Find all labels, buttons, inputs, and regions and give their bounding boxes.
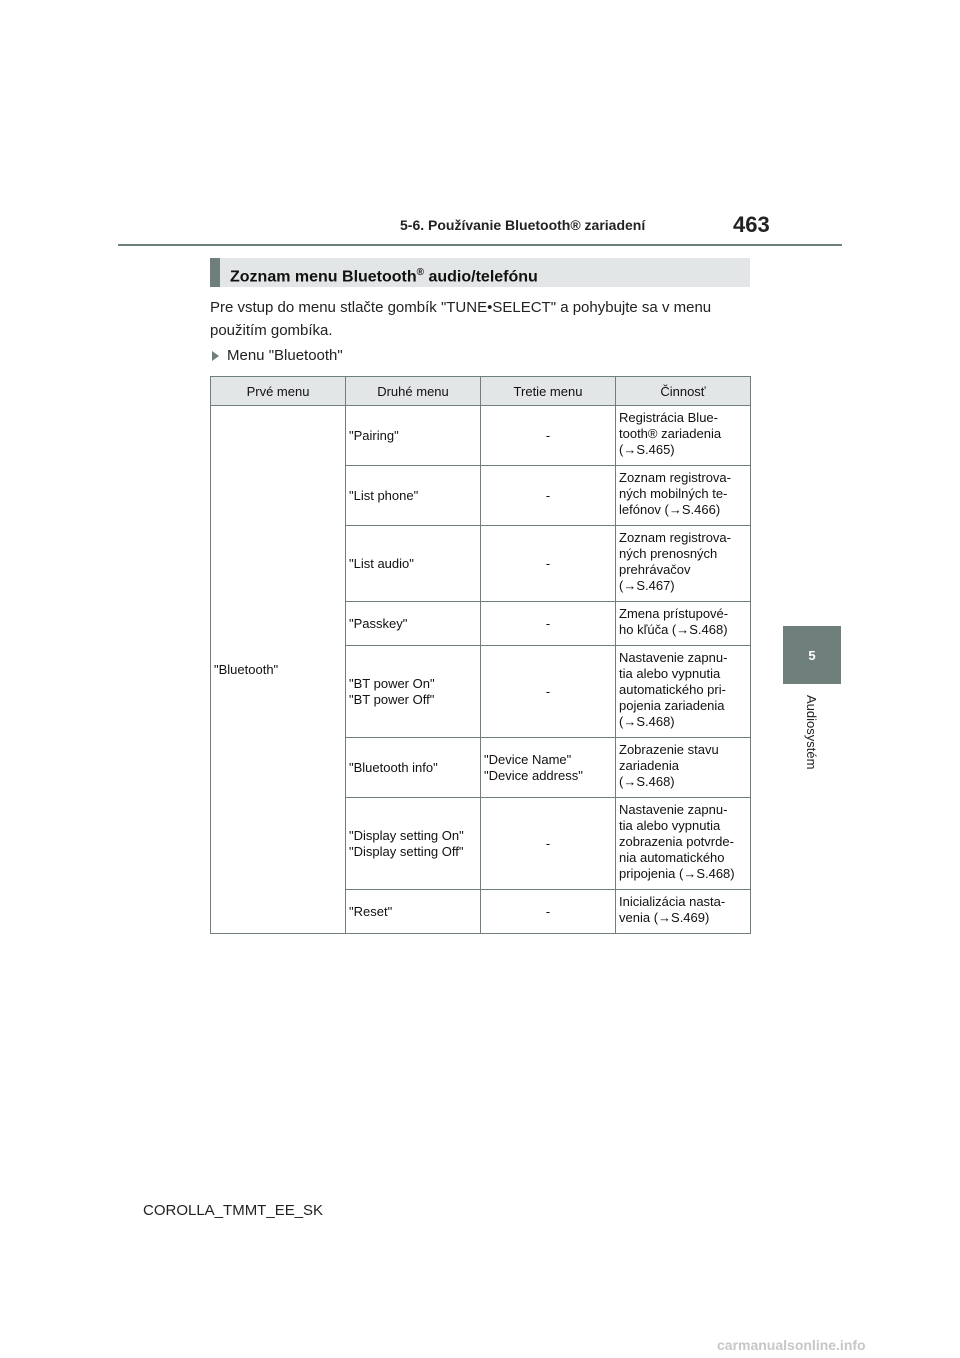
table-body bbox=[211, 406, 751, 934]
third-menu-line: - bbox=[545, 555, 551, 571]
action-line: Zmena prístupové- bbox=[619, 606, 729, 621]
second-menu-cell bbox=[346, 890, 481, 934]
bullet-text: Menu "Bluetooth" bbox=[227, 347, 343, 364]
third-menu-line: - bbox=[545, 487, 551, 503]
heading-text-post: audio/telefónu bbox=[424, 268, 538, 286]
third-menu-line: - bbox=[545, 615, 551, 631]
action-line: (→S.467) bbox=[619, 578, 675, 593]
second-menu-line: "BT power On" bbox=[349, 675, 435, 691]
action-line: pojenia zariadenia bbox=[619, 698, 725, 713]
third-menu-cell bbox=[481, 406, 616, 466]
action-line: Nastavenie zapnu- bbox=[619, 802, 728, 817]
column-header: Druhé menu bbox=[346, 377, 481, 406]
action-cell bbox=[616, 602, 751, 646]
chapter-number: 5 bbox=[808, 647, 816, 663]
heading-registered-mark: ® bbox=[416, 267, 425, 278]
page-number: 463 bbox=[733, 212, 770, 237]
column-header: Prvé menu bbox=[211, 377, 346, 406]
action-line: (→S.468) bbox=[619, 714, 675, 729]
third-menu-cell bbox=[481, 466, 616, 526]
action-line: tia alebo vypnutia bbox=[619, 666, 721, 681]
second-menu-cell bbox=[346, 526, 481, 602]
action-line: Zoznam registrova- bbox=[619, 530, 731, 545]
column-header: Činnosť bbox=[616, 377, 751, 406]
watermark: carmanualsonline.info bbox=[717, 1337, 866, 1353]
action-line: Registrácia Blue- bbox=[619, 410, 718, 425]
bluetooth-menu-table bbox=[210, 376, 751, 934]
action-line: prehrávačov bbox=[619, 562, 691, 577]
second-menu-line: "Reset" bbox=[349, 903, 393, 919]
action-line: (→S.465) bbox=[619, 442, 675, 457]
column-header: Tretie menu bbox=[481, 377, 616, 406]
action-line: automatického pri- bbox=[619, 682, 726, 697]
second-menu-cell bbox=[346, 798, 481, 890]
action-line: tooth® zariadenia bbox=[619, 426, 722, 441]
second-menu-line: "Passkey" bbox=[349, 615, 408, 631]
third-menu-line: - bbox=[545, 427, 551, 443]
second-menu-line: "Display setting Off" bbox=[349, 843, 464, 859]
action-line: tia alebo vypnutia bbox=[619, 818, 721, 833]
second-menu-cell bbox=[346, 738, 481, 798]
second-menu-line: "Pairing" bbox=[349, 427, 399, 443]
second-menu-line: "Display setting On" bbox=[349, 827, 464, 843]
second-menu-cell bbox=[346, 646, 481, 738]
action-line: Nastavenie zapnu- bbox=[619, 650, 728, 665]
table-header-row bbox=[211, 377, 751, 406]
action-line: ných prenosných bbox=[619, 546, 718, 561]
second-menu-line: "Bluetooth info" bbox=[349, 759, 438, 775]
header-divider bbox=[118, 244, 842, 246]
action-cell bbox=[616, 798, 751, 890]
action-line: venia (→S.469) bbox=[619, 910, 710, 925]
action-line: (→S.468) bbox=[619, 774, 675, 789]
action-line: Zobrazenie stavu bbox=[619, 742, 719, 757]
document-code: COROLLA_TMMT_EE_SK bbox=[143, 1202, 324, 1219]
third-menu-line: - bbox=[545, 835, 551, 851]
action-cell bbox=[616, 738, 751, 798]
action-line: lefónov (→S.466) bbox=[619, 502, 721, 517]
third-menu-cell bbox=[481, 890, 616, 934]
section-heading bbox=[210, 258, 750, 287]
second-menu-line: "BT power Off" bbox=[349, 691, 435, 707]
third-menu-line: - bbox=[545, 903, 551, 919]
action-line: zobrazenia potvrde- bbox=[619, 834, 734, 849]
first-menu-cell: "Bluetooth" bbox=[211, 406, 346, 934]
second-menu-cell bbox=[346, 602, 481, 646]
chapter-tab bbox=[783, 626, 841, 684]
action-cell bbox=[616, 646, 751, 738]
action-cell bbox=[616, 890, 751, 934]
bullet-item bbox=[212, 347, 343, 364]
table-row bbox=[211, 406, 751, 466]
action-line: ných mobilných te- bbox=[619, 486, 728, 501]
third-menu-line: - bbox=[545, 683, 551, 699]
third-menu-cell bbox=[481, 738, 616, 798]
action-line: zariadenia bbox=[619, 758, 679, 773]
action-line: pripojenia (→S.468) bbox=[619, 866, 735, 881]
action-cell bbox=[616, 406, 751, 466]
action-cell bbox=[616, 526, 751, 602]
second-menu-line: "List phone" bbox=[349, 487, 419, 503]
third-menu-line: "Device address" bbox=[484, 767, 583, 783]
section-title: 5-6. Používanie Bluetooth® zariadení bbox=[400, 217, 646, 233]
action-cell bbox=[616, 466, 751, 526]
action-line: nia automatického bbox=[619, 850, 725, 865]
third-menu-line: "Device Name" bbox=[484, 751, 572, 767]
second-menu-cell bbox=[346, 466, 481, 526]
action-line: Inicializácia nasta- bbox=[619, 894, 726, 909]
third-menu-cell bbox=[481, 798, 616, 890]
heading-text-pre: Zoznam menu Bluetooth bbox=[230, 268, 417, 286]
third-menu-cell bbox=[481, 526, 616, 602]
bullet-arrow-icon bbox=[212, 351, 219, 361]
third-menu-cell bbox=[481, 646, 616, 738]
action-line: ho kľúča (→S.468) bbox=[619, 622, 728, 637]
intro-paragraph: Pre vstup do menu stlačte gombík "TUNE•SELECT" a pohybujte sa v menu použitím gombíka. bbox=[210, 299, 712, 339]
chapter-label: Audiosystém bbox=[804, 695, 819, 770]
third-menu-cell bbox=[481, 602, 616, 646]
second-menu-line: "List audio" bbox=[349, 555, 414, 571]
action-line: Zoznam registrova- bbox=[619, 470, 731, 485]
second-menu-cell bbox=[346, 406, 481, 466]
